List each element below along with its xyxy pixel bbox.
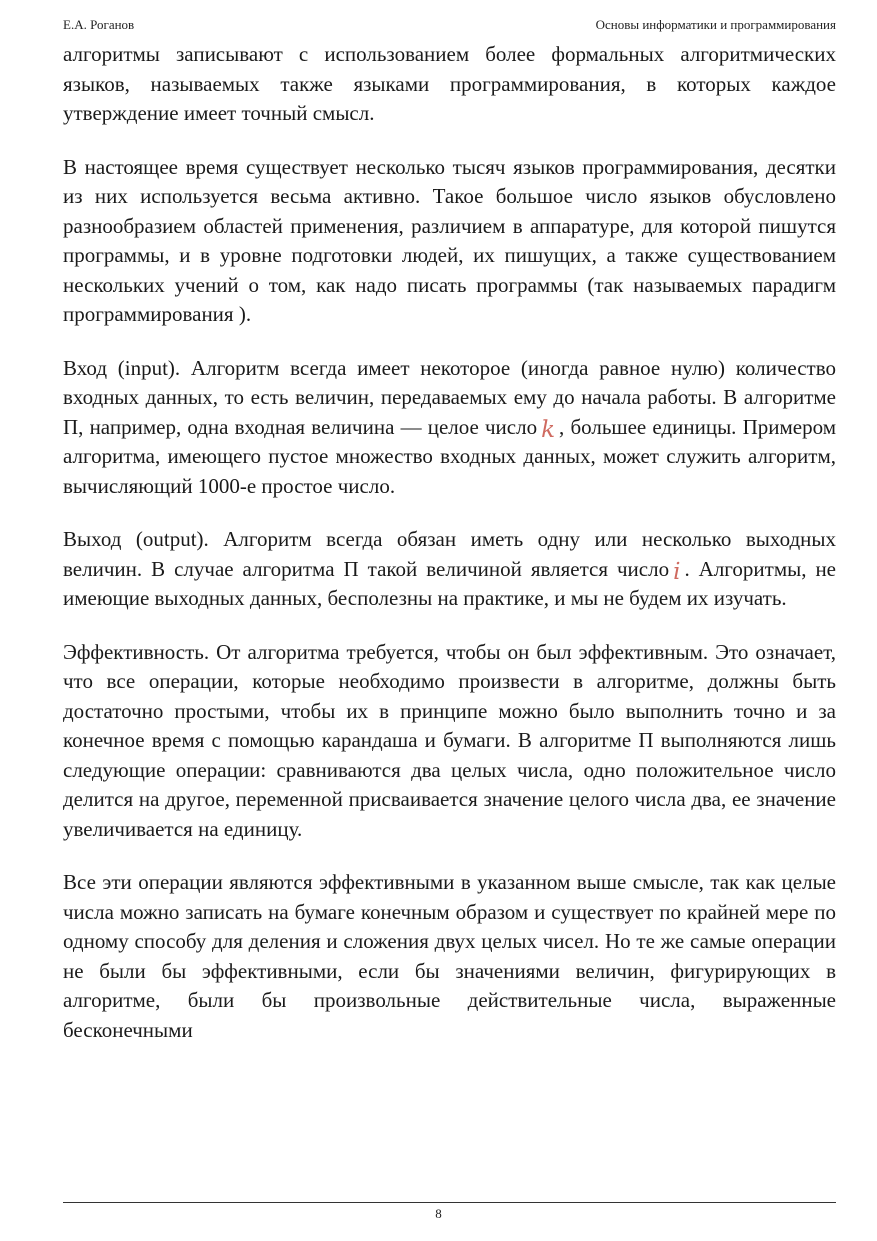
math-variable-i: i — [673, 558, 681, 585]
running-header — [63, 15, 836, 35]
paragraph-operations: Все эти операции являются эффективными в указанном выше смысле, так как целые числа можно записать на бумаге конечным образом и существует по крайней мере по одному способу для деления и сложения двух целых чисел. Но те же самые операции не были бы эффективными, если бы значениями величин, фигурирующих в алгоритме, были бы произвольные действительные числа, выраженные бесконечными — [63, 870, 836, 1042]
paragraph-output — [63, 525, 836, 614]
header-book-title: Основы информатики и программирования — [595, 17, 836, 32]
paragraph-output-text-before: Выход (output). Алгоритм всегда обязан иметь одну или несколько выходных величин. В случае алгоритма П такой величиной является число — [63, 527, 836, 581]
header-author: Е.А. Роганов — [63, 17, 135, 32]
math-variable-k: k — [541, 416, 556, 443]
paragraph-input-text-after: , большее единицы. Примером алгоритма, имеющего пустое множество входных данных, может служить алгоритм, вычисляющий 1000-е простое число. — [63, 414, 836, 498]
footer-divider — [63, 1202, 836, 1203]
paragraph-input-text-before: Вход (input). Алгоритм всегда имеет некоторое (иногда равное нулю) количество входных данных, то есть величин, передаваемых ему до начала работы. В алгоритме П, например, одна входная величина — целое число — [63, 355, 836, 439]
paragraph-programming-languages: В настоящее время существует несколько тысяч языков программирования, десятки из них используется весьма активно. Такое большое число языков обусловлено разнообразием областей применения, различием в аппаратуре, для которой пишутся программы, и в уровне подготовки людей, их пишущих, а также существованием нескольких учений о том, как надо писать программы (так называемых парадигм программирования ). — [63, 154, 836, 326]
paragraph-input — [63, 354, 836, 502]
paragraph-effectiveness: Эффективность. От алгоритма требуется, чтобы он был эффективным. Это означает, что все операции, которые необходимо произвести в алгоритме, должны быть достаточно простыми, чтобы их в принципе можно было выполнить точно и за конечное время с помощью карандаша и бумаги. В алгоритме П выполняются лишь следующие операции: сравниваются два целых числа, одно положительное число делится на другое, переменной присваивается значение целого числа два, ее значение увеличивается на единицу. — [63, 639, 836, 841]
paragraph-output-text-after: . Алгоритмы, не имеющие выходных данных, бесполезны на практике, и мы не будем их изучать. — [63, 556, 836, 610]
body-text — [63, 40, 836, 1069]
paragraph-continuation: алгоритмы записывают с использованием более формальных алгоритмических языков, называемых также языками программирования, в которых каждое утверждение имеет точный смысл. — [63, 42, 836, 125]
page-number: 8 — [435, 1206, 442, 1221]
